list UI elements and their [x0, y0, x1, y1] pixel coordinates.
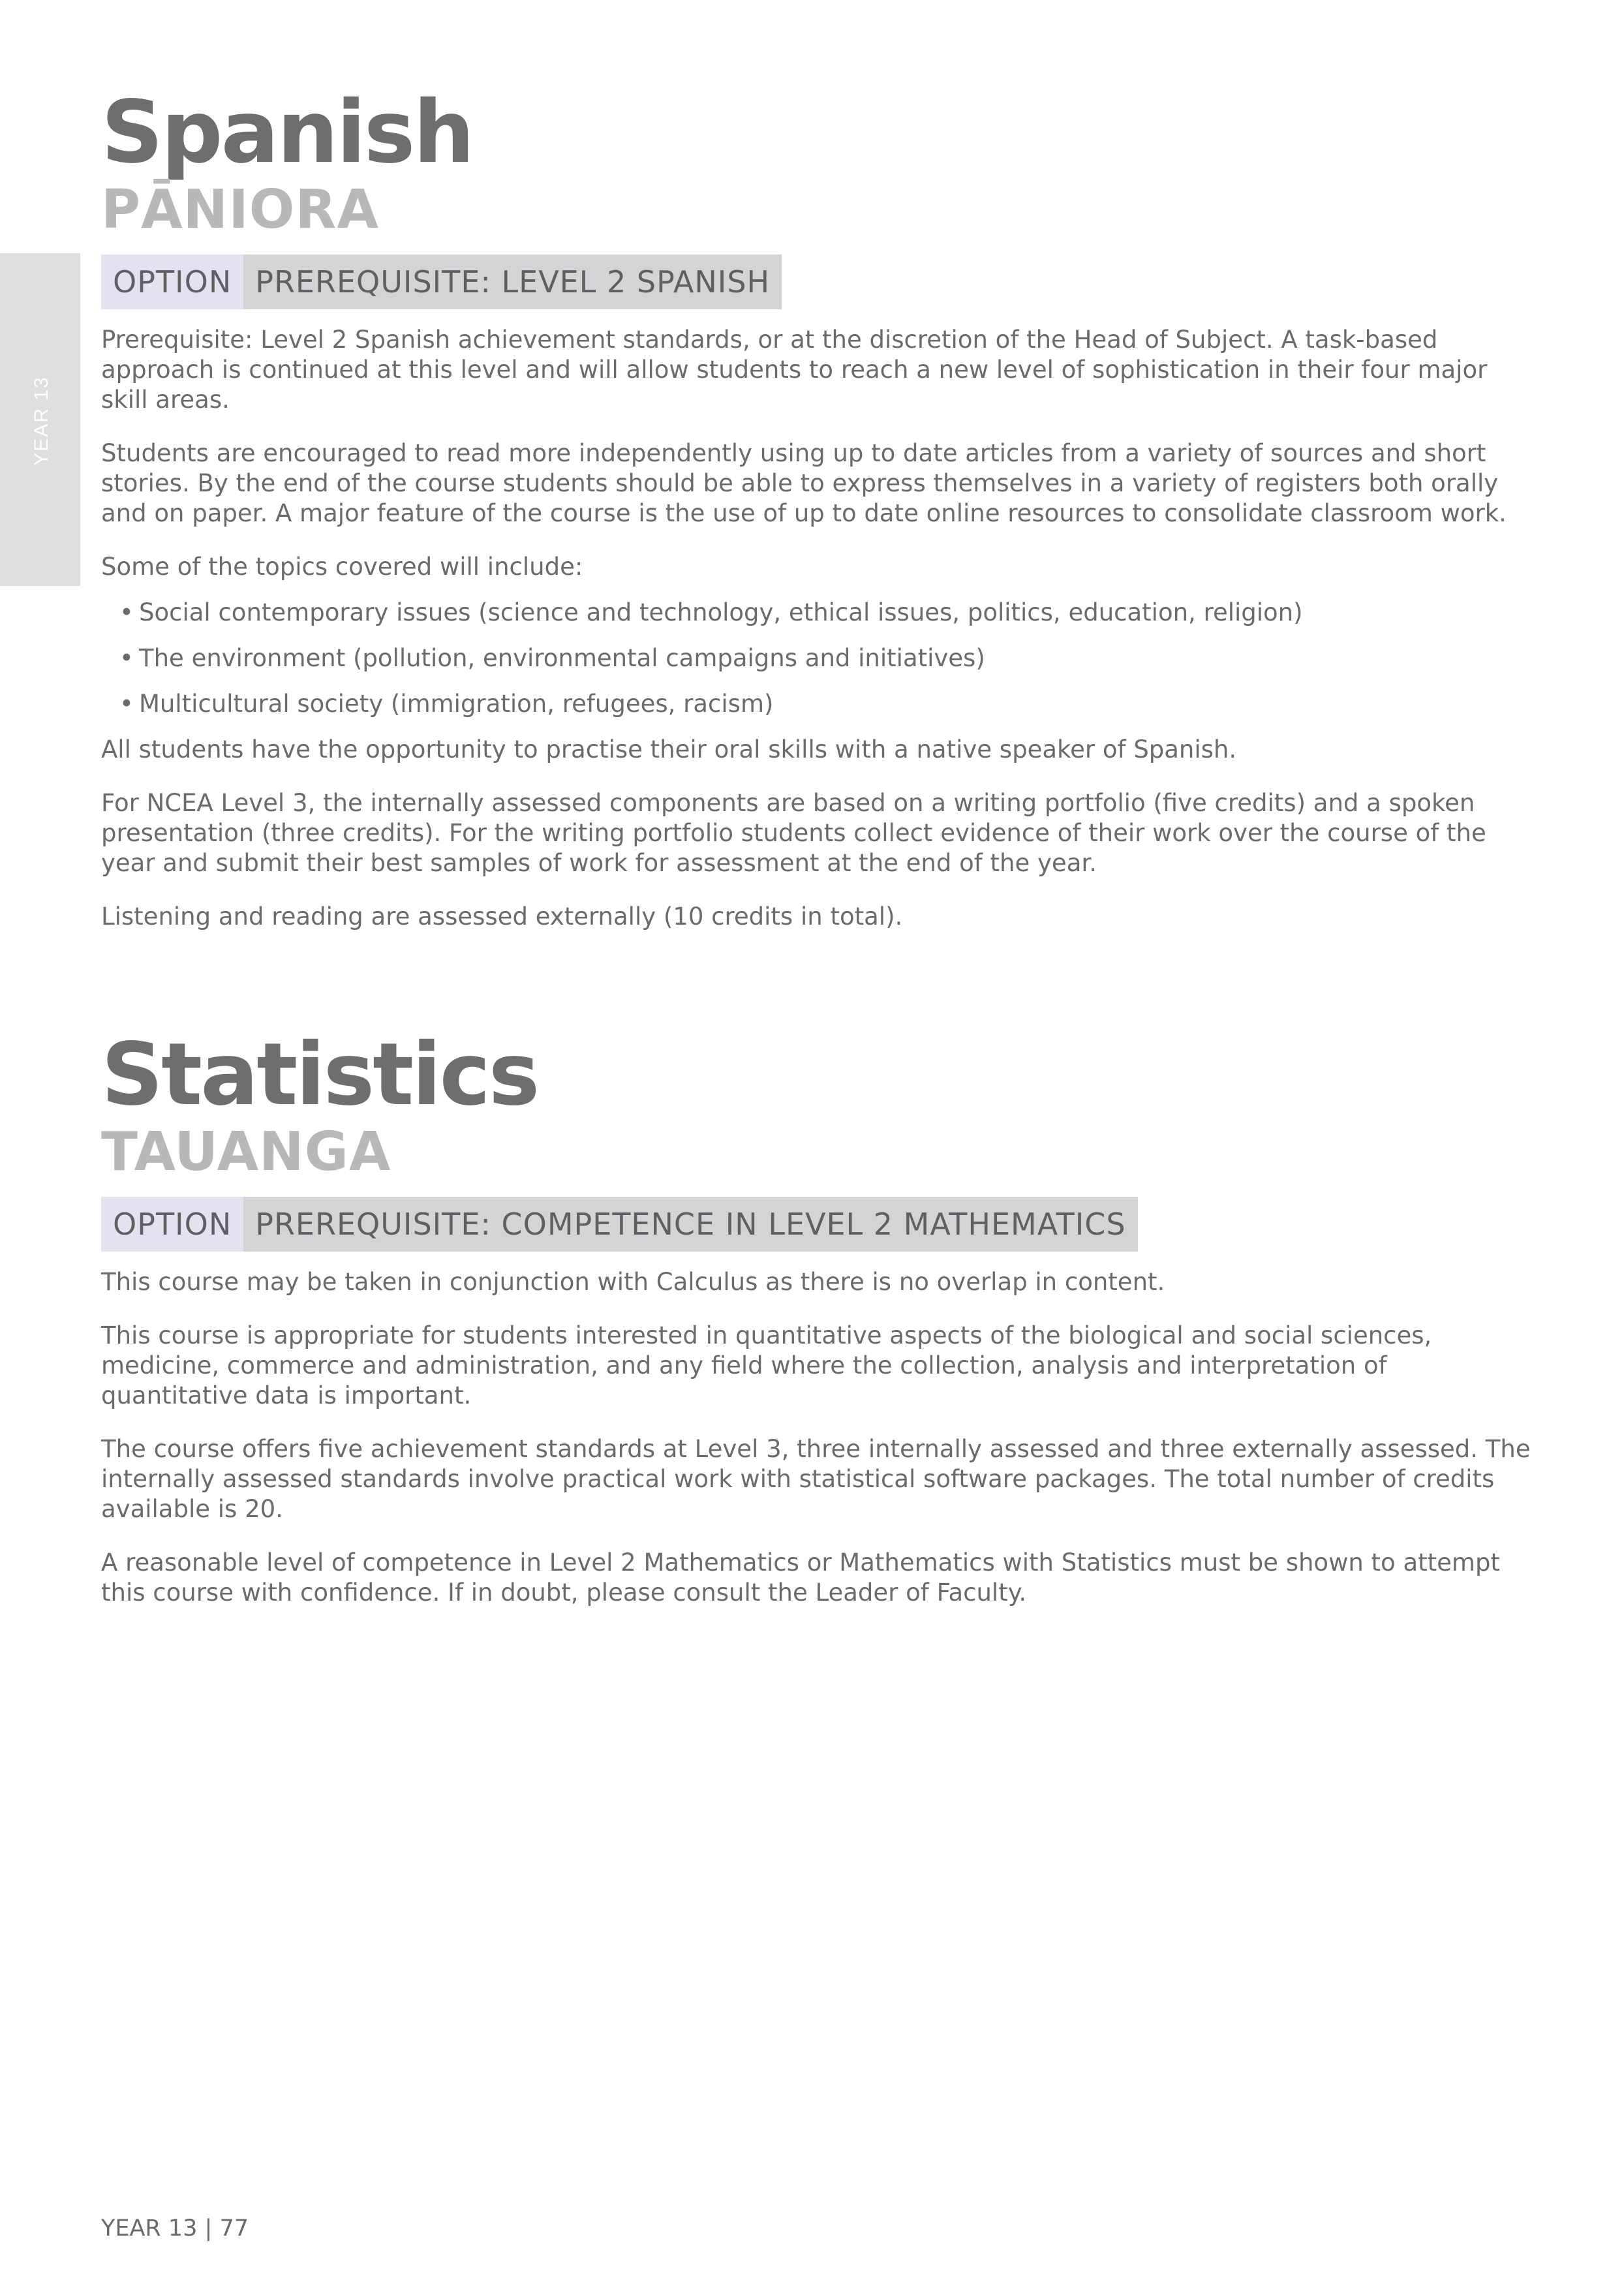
spanish-option-tag: OPTION [101, 254, 243, 309]
list-item: • The environment (pollution, environmental campaigns and initiatives) [139, 643, 1537, 673]
spanish-topics-intro: Some of the topics covered will include: [101, 553, 583, 581]
spanish-paragraph: For NCEA Level 3, the internally assessed components are based on a writing portfolio (five credits) and a spoken presentation (three credits). For the writing portfolio students collect evidence of their work over the course of the year and submit their best samples of work for assessment at the end of the year. [101, 789, 1486, 877]
spanish-topics-list [101, 598, 1537, 719]
spanish-title: Spanish [101, 82, 473, 183]
statistics-prerequisite-tag: PREREQUISITE: COMPETENCE IN LEVEL 2 MATHEMATICS [243, 1197, 1137, 1252]
spanish-paragraph: Prerequisite: Level 2 Spanish achievement standards, or at the discretion of the Head of Subject. A task-based approach is continued at this level and will allow students to reach a new level of sophistication in their four major skill areas. [101, 326, 1488, 414]
spanish-prerequisite-tag: PREREQUISITE: LEVEL 2 SPANISH [243, 254, 782, 309]
statistics-maori-title: TAUANGA [101, 1121, 391, 1183]
statistics-paragraph: A reasonable level of competence in Level 2 Mathematics or Mathematics with Statistics must be shown to attempt this course with confidence. If in doubt, please consult the Leader of Faculty. [101, 1548, 1500, 1607]
spanish-maori-title: PĀNIORA [101, 179, 380, 241]
statistics-paragraph: The course offers five achievement standards at Level 3, three internally assessed and three externally assessed. The internally assessed standards involve practical work with statistical software packages. The total number of credits available is 20. [101, 1435, 1531, 1523]
spanish-paragraph: All students have the opportunity to practise their oral skills with a native speaker of Spanish. [101, 735, 1237, 763]
statistics-title: Statistics [101, 1024, 538, 1125]
spanish-paragraph: Students are encouraged to read more independently using up to date articles from a variety of sources and short stories. By the end of the course students should be able to express themselves in a variety of registers both orally and on paper. A major feature of the course is the use of up to date online resources to consolidate classroom work. [101, 439, 1507, 527]
page-footer: YEAR 13 | 77 [101, 2215, 249, 2241]
spanish-tag-row [101, 254, 1537, 309]
statistics-option-tag: OPTION [101, 1197, 243, 1252]
statistics-paragraph: This course may be taken in conjunction with Calculus as there is no overlap in content. [101, 1268, 1165, 1296]
statistics-tag-row [101, 1197, 1537, 1252]
statistics-paragraph: This course is appropriate for students interested in quantitative aspects of the biological and social sciences, medicine, commerce and administration, and any field where the collection, analysis and interpretation of quantitative data is important. [101, 1321, 1432, 1409]
list-item: • Social contemporary issues (science and technology, ethical issues, politics, education, religion) [139, 598, 1537, 628]
spanish-section [101, 84, 1537, 932]
statistics-section [101, 1026, 1537, 1608]
side-tab-label: YEAR 13 [31, 376, 52, 466]
list-item: • Multicultural society (immigration, refugees, racism) [139, 689, 1537, 719]
spanish-paragraph: Listening and reading are assessed externally (10 credits in total). [101, 902, 903, 931]
